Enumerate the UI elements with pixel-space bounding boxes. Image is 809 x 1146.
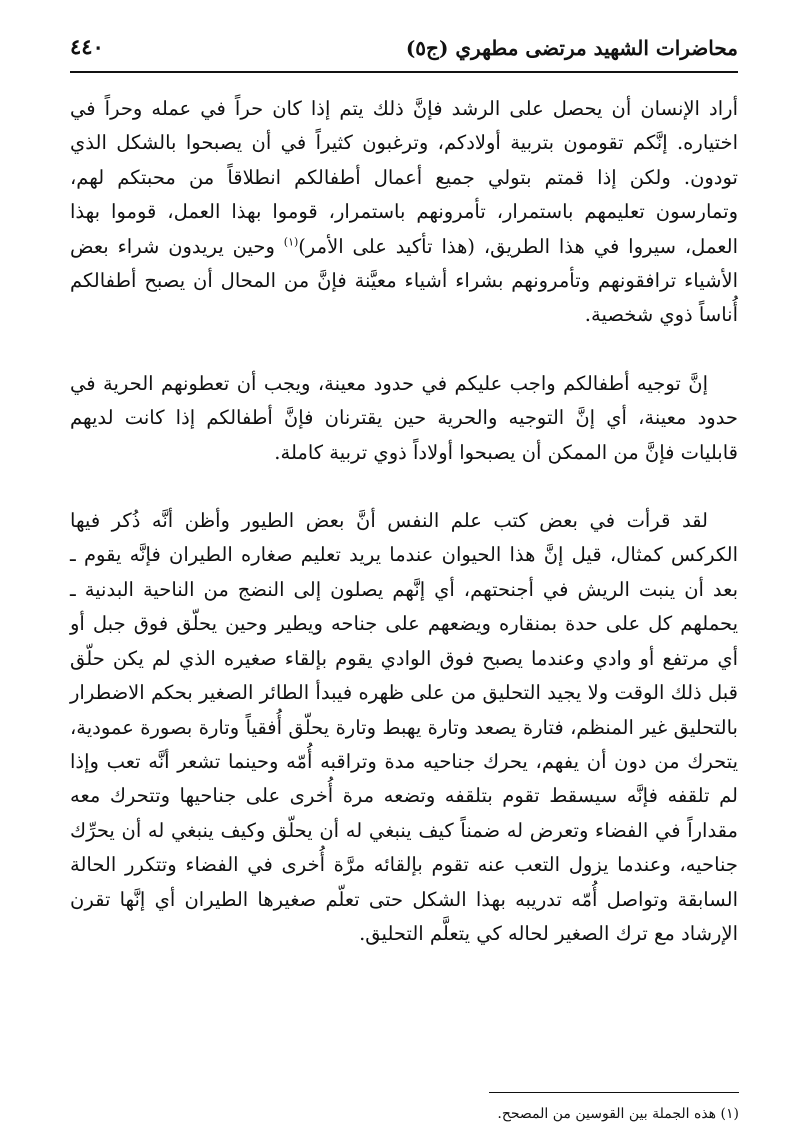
header-rule xyxy=(70,71,738,73)
body-text xyxy=(70,92,738,985)
page-header xyxy=(70,30,738,70)
footnote xyxy=(71,1106,739,1122)
footnote-text: هذه الجملة بين القوسين من المصحح. xyxy=(497,1106,717,1122)
book-title: محاضرات الشهيد مرتضى مطهري (ج٥) xyxy=(405,36,738,60)
page-number: ٤٤٠ xyxy=(70,34,104,59)
footnote-rule xyxy=(489,1092,739,1093)
footnote-marker: (١) xyxy=(720,1106,739,1122)
paragraph-3: لقد قرأت في بعض كتب علم النفس أنَّ بعض الطيور وأظن أنَّه ذُكر فيها الكركس كمثال، قيل إنَّ هذا الحيوان عندما يريد تعليم صغاره الطيران فإنَّه يقوم ـ بعد أن ينبت الريش في أجنحتهم، أي إنَّهم يصلون إلى النضج من الناحية البدنية ـ يحملهم كل على حدة بمنقاره ويضعهم على جناحه ويطير وحين يحلّق فوق جبل أو أي مرتفع أو وادي وعندما يصبح فوق الوادي يقوم بإلقاء صغيره الذي لم يكن حلّق قبل ذلك الوقت ولا يجيد التحليق من على ظهره فيبدأ الطائر الصغير بحكم الاضطرار بالتحليق غير المنظم، فتارة يصعد وتارة يهبط وتارة يحلّق أُفقياً وتارة بصورة عمودية، يتحرك من دون أن يفهم، يحرك جناحيه مدة وتراقبه أُمّه وحينما تشعر أنَّه تعب وإذا لم تلقفه فإنَّه سيسقط تقوم بتلقفه وتضعه مرة أُخرى على جناحيها وتتحرك معه مقداراً في الفضاء وتعرض له ضمناً كيف ينبغي له أن يحلّق وكيف ينبغي له أن يحرِّك جناحيه، وعندما يزول التعب عنه تقوم بإلقائه مرَّة أُخرى في الفضاء وتتكرر الحالة السابقة وتواصل أُمّه تدريبه بهذا الشكل حتى تعلّم صغيرها الطيران أي إنَّها تقرن الإرشاد مع ترك الصغير لحاله كي يتعلَّم التحليق. xyxy=(70,509,738,945)
footnote-reference: (١) xyxy=(283,235,299,249)
paragraph-2: إنَّ توجيه أطفالكم واجب عليكم في حدود معينة، ويجب أن تعطونهم الحرية في حدود معينة، أي إنَّ التوجيه والحرية حين يقترنان فإنَّ أطفالكم إذا كانت لديهم قابليات فإنَّ من الممكن أن يصبحوا أولاداً ذوي تربية كاملة. xyxy=(70,371,738,464)
paragraph-1: أراد الإنسان أن يحصل على الرشد فإنَّ ذلك يتم إذا كان حراً في عمله وحراً في اختياره. إنَّكم تقومون بتربية أولادكم، وترغبون كثيراً في أن يصبحوا بالشكل الذي تودون. ولكن إذا قمتم بتولي جميع أعمال أطفالكم انطلاقاً من محبتكم لهم، وتمارسون تعليمهم باستمرار، تأمرونهم باستمرار، قوموا بهذا العمل، قوموا بهذا العمل، سيروا في هذا الطريق، (هذا تأكيد على الأمر)$^{(١)}$ وحين يريدون شراء بعض الأشياء ترافقونهم وتأمرونهم بشراء أشياء معيَّنة فإنَّ من المحال أن يصبح أطفالكم أُناساً ذوي شخصية. xyxy=(70,97,738,327)
